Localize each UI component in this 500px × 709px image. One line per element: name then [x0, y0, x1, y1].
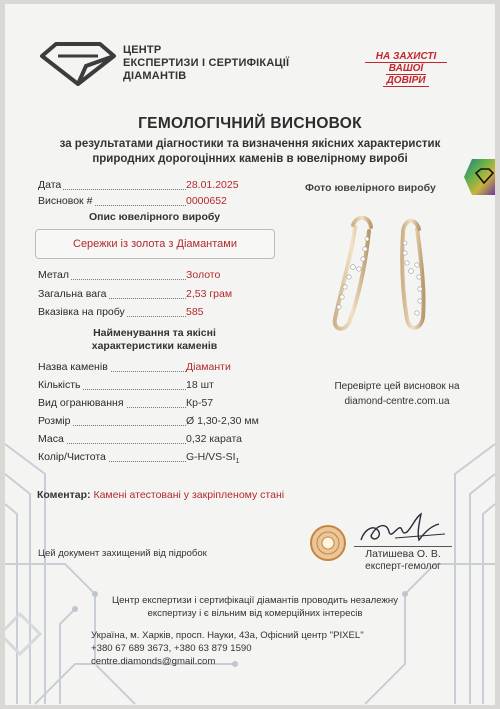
expert-role: експерт-гемолог [365, 561, 441, 572]
stone-name-row: Назва каменів Діаманти [38, 361, 231, 373]
signature [355, 510, 450, 550]
color-clarity-value: $G-H/VS-SI_1$ [186, 451, 240, 466]
mass-value: 0,32 карата [186, 433, 242, 445]
comment-row: Коментар: Камені атестовані у закріпленому стані [37, 489, 285, 501]
earrings-photo [313, 209, 448, 339]
count-value: 18 шт [186, 379, 214, 391]
date-row: Дата 28.01.2025 [38, 179, 239, 191]
metal-value: Золото [186, 269, 221, 281]
footer-email[interactable]: centre.diamonds@gmail.com [91, 656, 216, 667]
footer-phones: +380 67 689 3673, +380 63 879 1590 [91, 643, 252, 654]
date-value: 28.01.2025 [186, 179, 239, 191]
size-value: Ø 1,30-2,30 мм [186, 415, 259, 427]
weight-row: Загальна вага 2,53 грам [38, 288, 233, 300]
hologram-icon [464, 159, 495, 195]
footer-statement: Центр експертизи і сертифікації діамантів проводить незалежну експертизу і є вільним від комерційних інтересів [112, 595, 398, 619]
cut-value: Кр-57 [186, 397, 214, 409]
stone-name-value: Діаманти [186, 361, 231, 373]
mass-row: Маса 0,32 карата [38, 433, 242, 445]
comment-value: Камені атестовані у закріпленому стані [93, 489, 285, 501]
count-row: Кількість 18 шт [38, 379, 214, 391]
expert-name: Латишева О. В. [354, 546, 452, 560]
certificate-page [5, 4, 495, 705]
verify-notice: Перевірте цей висновок на diamond-centre.com.ua [327, 379, 467, 409]
document-title: ГЕМОЛОГІЧНИЙ ВИСНОВОК [138, 115, 362, 132]
seal-icon [309, 524, 347, 562]
weight-value: 2,53 грам [186, 288, 233, 300]
footer-address: Україна, м. Харків, просп. Науки, 43а, Офісний центр "PIXEL" [91, 630, 364, 641]
description-box: Сережки із золота з Діамантами [35, 229, 275, 259]
photo-label: Фото ювелірного виробу [305, 182, 436, 194]
color-clarity-row: Колір/Чистота $G-H/VS-SI_1$ [38, 451, 240, 466]
assay-row: Вказівка на пробу 585 [38, 306, 204, 318]
cut-row: Вид огранювання Кр-57 [38, 397, 214, 409]
document-subtitle: за результатами діагностики та визначення якісних характеристик природних дорогоцінних каменів в ювелірному виробі [59, 138, 441, 165]
org-name: ЦЕНТР ЕКСПЕРТИЗИ І СЕРТИФІКАЦІЇ ДІАМАНТІВ [123, 44, 290, 82]
verify-link[interactable]: diamond-centre.com.ua [344, 396, 450, 407]
assay-value: 585 [186, 306, 204, 318]
footer-contacts [91, 629, 364, 668]
diamond-logo-icon [38, 42, 118, 86]
metal-row: Метал Золото [38, 269, 221, 281]
number-value: 0000652 [186, 195, 227, 207]
trust-stamp: НА ЗАХИСТІ ВАШОЇ ДОВІРИ [365, 51, 447, 87]
number-row: Висновок # 0000652 [38, 195, 227, 207]
protection-notice: Цей документ захищений від підробок [38, 548, 207, 559]
description-heading: Опис ювелірного виробу [88, 211, 221, 223]
stones-heading: Найменування та якісні характеристики каменів [91, 327, 218, 352]
size-row: Розмір Ø 1,30-2,30 мм [38, 415, 259, 427]
